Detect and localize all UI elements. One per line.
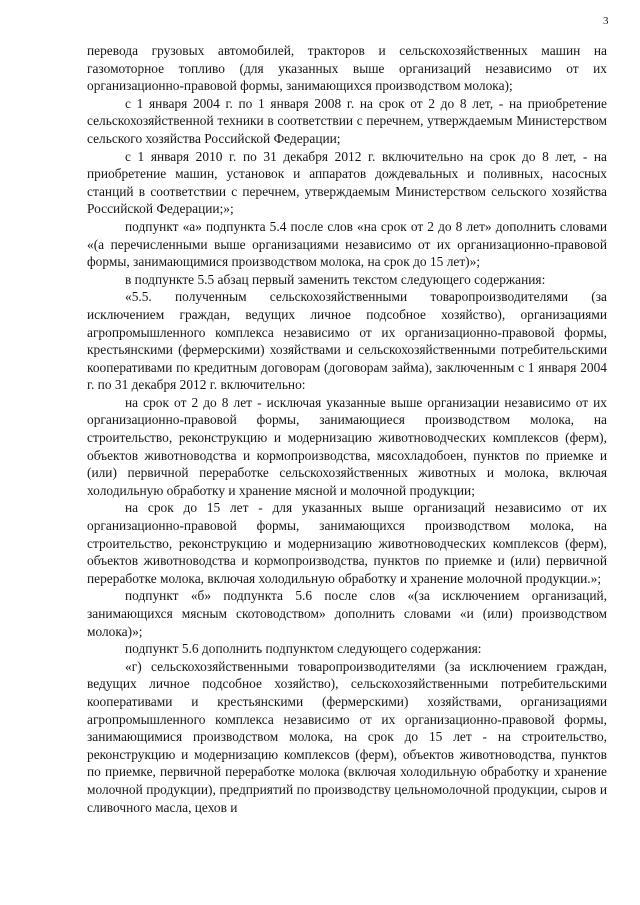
- paragraph-2: с 1 января 2004 г. по 1 января 2008 г. на срок от 2 до 8 лет, - на приобретение сельскохозяйственной техники в соответствии с перечнем, утверждаемым Министерством сельского хозяйства Российской Федерации;: [87, 95, 607, 146]
- paragraph-1: перевода грузовых автомобилей, тракторов и сельскохозяйственных машин на газомоторное топливо (для указанных выше организаций независимо от их организационно-правовой формы, занимающихся производством молока);: [87, 43, 607, 94]
- document-body: [87, 42, 607, 816]
- page-number: 3: [603, 15, 609, 27]
- paragraph-3: с 1 января 2010 г. по 31 декабря 2012 г. включительно на срок до 8 лет, - на приобретение машин, установок и аппаратов дождевальных и поливных, насосных станций в соответствии с перечнем, утверждаемым Министерством сельского хозяйства Российской Федерации;»;: [87, 148, 607, 217]
- paragraph-5: в подпункте 5.5 абзац первый заменить текстом следующего содержания:: [125, 271, 546, 287]
- paragraph-6: «5.5. полученным сельскохозяйственными товаропроизводителями (за исключением граждан, ведущих личное подсобное хозяйство), организациями агропромышленного комплекса независимо от их организационно-правовой формы, крестьянскими (фермерскими) хозяйствами и сельскохозяйственными потребительскими кооперативами по кредитным договорам (договорам займа), заключенным с 1 января 2004 г. по 31 декабря 2012 г. включительно:: [87, 289, 607, 393]
- paragraph-4: подпункт «а» подпункта 5.4 после слов «на срок от 2 до 8 лет» дополнить словами «(а перечисленными выше организациями независимо от их организационно-правовой формы, занимающимися производством молока, на срок до 15 лет)»;: [87, 218, 607, 270]
- paragraph-8: на срок до 15 лет - для указанных выше организаций независимо от их организационно-правовой формы, занимающихся производством молока, на строительство, реконструкцию и модернизацию животноводческих комплексов (ферм), объектов животноводства и кормопроизводства, пунктов по приемке и (или) первичной переработке молока, включая холодильную обработку и хранение молочной продукции.»;: [87, 500, 607, 586]
- paragraph-9: подпункт «б» подпункта 5.6 после слов «(за исключением организаций, занимающихся мясным скотоводством» дополнить словами «и (или) производством молока)»;: [87, 588, 607, 639]
- paragraph-11: «г) сельскохозяйственными товаропроизводителями (за исключением граждан, ведущих личное подсобное хозяйство), сельскохозяйственными потребительскими кооперативами и крестьянскими (фермерскими) хозяйствами, организациями агропромышленного комплекса независимо от их организационно-правовой формы, занимающимися производством молока, на срок до 15 лет - на строительство, реконструкцию и модернизацию комплексов (ферм), объектов животноводства, пунктов по приемке, первичной переработке молока (включая холодильную обработку и хранение молочной продукции), предприятий по производству цельномолочной продукции, сыров и сливочного масла, цехов и: [87, 658, 607, 815]
- paragraph-10: подпункт 5.6 дополнить подпунктом следующего содержания:: [125, 641, 482, 657]
- paragraph-7: на срок от 2 до 8 лет - исключая указанные выше организации независимо от их организационно-правовой формы, занимающиеся производством молока, на строительство, реконструкцию и модернизацию животноводческих комплексов (ферм), объектов животноводства и кормопроизводства, мясохладобоен, пунктов по приемке и (или) первичной переработке сельскохозяйственных животных и молока, включая холодильную обработку и хранение мясной и молочной продукции;: [87, 394, 607, 498]
